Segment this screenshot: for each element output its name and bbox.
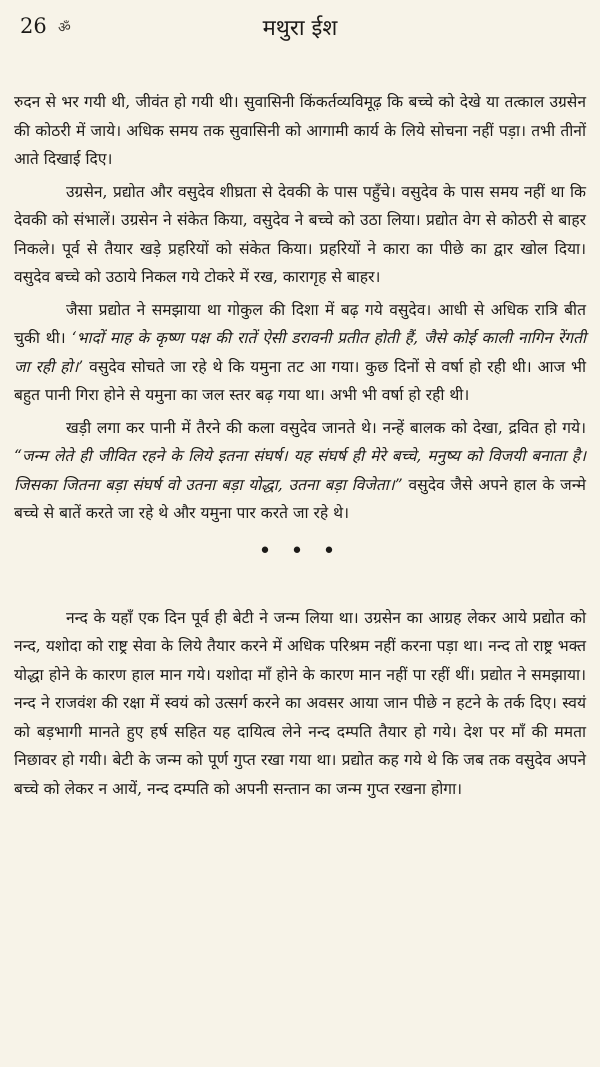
page-number: 26: [20, 14, 47, 38]
italic-quote: ‘भादों माह के कृष्ण पक्ष की रातें ऐसी डरावनी प्रतीत होती हैं, जैसे कोई काली नागिन रेंगती जा रही हो।’: [14, 329, 586, 376]
section-separator: • • •: [258, 538, 342, 564]
paragraph-3: [14, 296, 586, 410]
paragraph-1: [14, 88, 586, 174]
ornament-icon: ॐ: [58, 20, 71, 36]
paragraph-5: [14, 604, 586, 804]
italic-quote: “जन्म लेते ही जीवित रहने के लिये इतना संघर्ष। यह संघर्ष ही मेरे बच्चे, मनुष्य को विजयी बनाता है। जिसका जितना बड़ा संघर्ष वो उतना बड़ा योद्धा, उतना बड़ा विजेता।”: [14, 447, 586, 494]
page-header: [14, 12, 586, 52]
body-text: [14, 88, 586, 803]
paragraph-text: खड़ी लगा कर पानी में तैरने की कला वसुदेव जानते थे। नन्हें बालक को देखा, द्रवित हो गये।: [66, 418, 586, 437]
paragraph-text: उग्रसेन, प्रद्योत और वसुदेव शीघ्रता से देवकी के पास पहुँचे। वसुदेव के पास समय नहीं था कि देवकी को संभालें। उग्रसेन ने संकेत किया, वसुदेव ने बच्चे को उठा लिया। प्रद्योत वेग से कोठरी से बाहर निकले। पूर्व से तैयार खड़े प्रहरियों को संकेत किया। प्रहरियों ने कारा का पीछे का द्वार खोल दिया। वसुदेव बच्चे को उठाये निकल गये टोकरे में रख, कारागृह से बाहर।: [14, 182, 586, 286]
paragraph-text: रुदन से भर गयी थी, जीवंत हो गयी थी। सुवासिनी किंकर्तव्यविमूढ़ कि बच्चे को देखे या तत्काल उग्रसेन की कोठरी में जाये। अधिक समय तक सुवासिनी को आगामी कार्य के लिये सोचना नहीं पड़ा। तभी तीनों आते दिखाई दिए।: [14, 93, 586, 168]
paragraph-text: नन्द के यहाँ एक दिन पूर्व ही बेटी ने जन्म लिया था। उग्रसेन का आग्रह लेकर आये प्रद्योत को नन्द, यशोदा को राष्ट्र सेवा के लिये तैयार करने में अधिक परिश्रम नहीं करना पड़ा था। नन्द तो राष्ट्र भक्त योद्धा होने के कारण हाल मान गये। यशोदा माँ होने के कारण मान नहीं पा रहीं थीं। प्रद्योत ने समझाया। नन्द ने राजवंश की रक्षा में स्वयं को उत्सर्ग करने का अवसर आया जान पीछे न हटने के तर्क दिए। स्वयं को बड़भागी मानते हुए हर्ष सहित यह दायित्व लेने नन्द दम्पति तैयार हो गये। देश पर माँ की ममता निछावर हो गयी। बेटी के जन्म को पूर्ण गुप्त रखा गया था। प्रद्योत कह गये थे कि जब तक वसुदेव अपने बच्चे को लेकर न आयें, नन्द दम्पति को अपनी सन्तान का जन्म गुप्त रखना होगा।: [14, 608, 586, 798]
paragraph-text: वसुदेव सोचते जा रहे थे कि यमुना तट आ गया। कुछ दिनों से वर्षा हो रही थी। आज भी बहुत पानी गिरा होने से यमुना का जल स्तर बढ़ गया था। अभी भी वर्षा हो रही थी।: [14, 357, 586, 404]
running-title: मथुरा ईश: [262, 16, 338, 41]
paragraph-text: वसुदेव जैसे अपने हाल के जन्मे बच्चे से बातें करते जा रहे थे और यमुना पार करते जा रहे थे।: [14, 475, 586, 522]
paragraph-4: [14, 414, 586, 528]
paragraph-2: [14, 178, 586, 292]
paragraph-text: जैसा प्रद्योत ने समझाया था गोकुल की दिशा में बढ़ गये वसुदेव। आधी से अधिक रात्रि बीत चुकी थी।: [14, 300, 586, 347]
